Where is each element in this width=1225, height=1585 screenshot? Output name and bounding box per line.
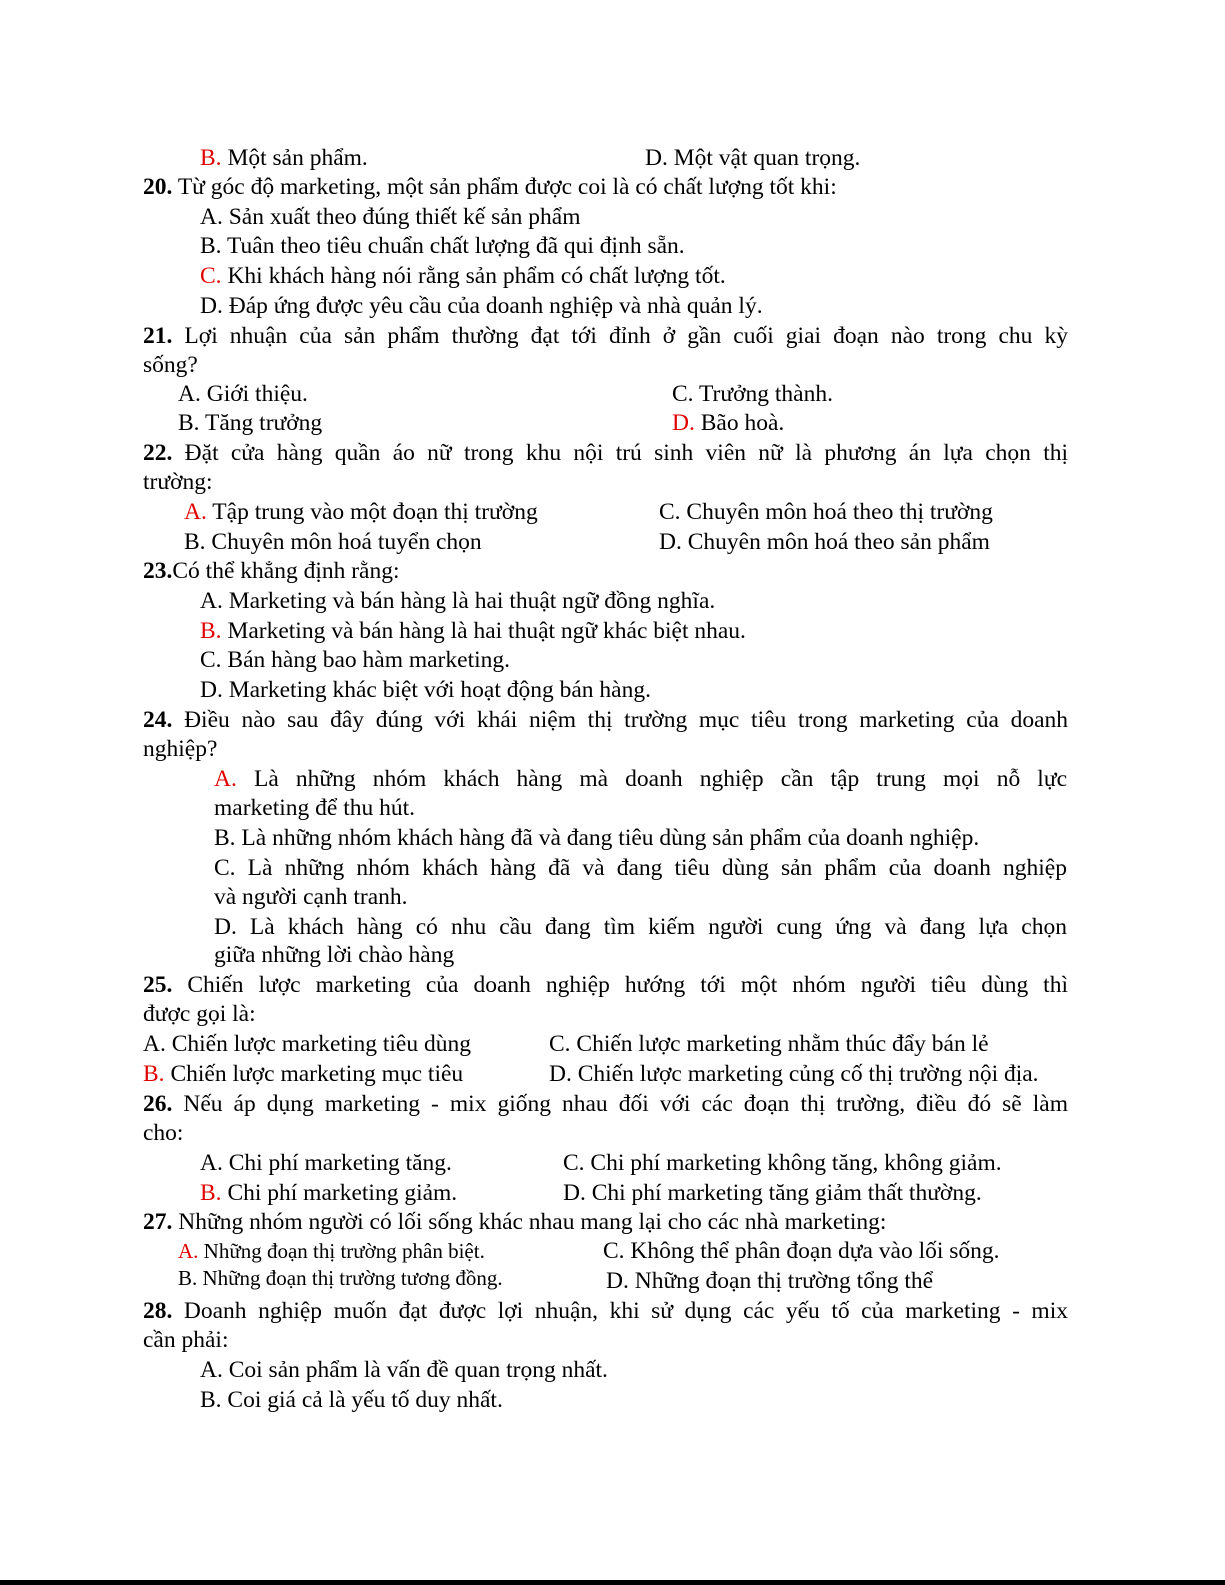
option-text: Marketing và bán hàng là hai thuật ngữ khác biệt nhau. bbox=[221, 618, 746, 644]
q24-option-d-line2: giữa những lời chào hàng bbox=[214, 942, 455, 968]
q23-option-c: C. Bán hàng bao hàm marketing. bbox=[200, 647, 510, 673]
q23-option-a: A. Marketing và bán hàng là hai thuật ngữ đồng nghĩa. bbox=[200, 588, 716, 614]
q28-option-a: A. Coi sản phẩm là vấn đề quan trọng nhất. bbox=[200, 1357, 608, 1383]
q24-option-a-line1 bbox=[214, 764, 1067, 794]
option-text: Chiến lược marketing mục tiêu bbox=[164, 1061, 464, 1087]
q22-stem-line1 bbox=[143, 438, 1068, 468]
option-text: Chi phí marketing giảm. bbox=[221, 1180, 458, 1206]
q22-option-d: D. Chuyên môn hoá theo sản phẩm bbox=[659, 529, 990, 555]
question-text: Đặt cửa hàng quần áo nữ trong khu nội trú sinh viên nữ là phương án lựa chọn thị bbox=[172, 440, 1068, 466]
answer-letter: B. bbox=[200, 145, 222, 171]
q26-option-d: D. Chi phí marketing tăng giảm thất thường. bbox=[563, 1180, 982, 1206]
q24-option-c-line1: C. Là những nhóm khách hàng đã và đang tiêu dùng sản phẩm của doanh nghiệp bbox=[214, 855, 1067, 881]
question-number: 25. bbox=[143, 972, 173, 998]
q21-option-b: B. Tăng trưởng bbox=[178, 410, 323, 436]
q20-option-c bbox=[200, 261, 726, 291]
q26-option-b bbox=[200, 1178, 457, 1208]
q25-stem-line2: được gọi là: bbox=[143, 1001, 256, 1027]
option-text: Những đoạn thị trường phân biệt. bbox=[198, 1239, 485, 1263]
q19-option-d: D. Một vật quan trọng. bbox=[645, 145, 861, 171]
q24-stem-line1 bbox=[143, 705, 1068, 735]
option-text: Là những nhóm khách hàng mà doanh nghiệp cần tập trung mọi nỗ lực bbox=[236, 766, 1067, 792]
q21-stem-line1 bbox=[143, 321, 1068, 351]
q26-stem-line2: cho: bbox=[143, 1120, 184, 1146]
question-number: 27. bbox=[143, 1209, 173, 1235]
q20-stem bbox=[143, 172, 837, 202]
q27-option-d: D. Những đoạn thị trường tổng thể bbox=[606, 1268, 934, 1294]
q23-option-b bbox=[200, 616, 746, 646]
question-number: 26. bbox=[143, 1091, 173, 1117]
page-bottom-border bbox=[0, 1580, 1225, 1585]
question-number: 20. bbox=[143, 174, 173, 200]
q27-option-b: B. Những đoạn thị trường tương đồng. bbox=[178, 1266, 503, 1290]
q25-option-a: A. Chiến lược marketing tiêu dùng bbox=[143, 1031, 471, 1057]
q23-option-d: D. Marketing khác biệt với hoạt động bán hàng. bbox=[200, 677, 651, 703]
q22-option-b: B. Chuyên môn hoá tuyển chọn bbox=[184, 529, 482, 555]
option-text: Tập trung vào một đoạn thị trường bbox=[206, 499, 538, 525]
answer-letter: C. bbox=[200, 263, 222, 289]
answer-letter: A. bbox=[214, 766, 237, 792]
answer-letter: B. bbox=[200, 1180, 222, 1206]
option-text: Một sản phẩm. bbox=[221, 145, 368, 171]
q24-option-b: B. Là những nhóm khách hàng đã và đang tiêu dùng sản phẩm của doanh nghiệp. bbox=[214, 825, 980, 851]
q25-option-c: C. Chiến lược marketing nhằm thúc đẩy bán lẻ bbox=[549, 1031, 989, 1057]
question-text: Chiến lược marketing của doanh nghiệp hướng tới một nhóm người tiêu dùng thì bbox=[172, 972, 1068, 998]
q23-stem bbox=[143, 556, 400, 586]
question-text: Lợi nhuận của sản phẩm thường đạt tới đỉnh ở gần cuối giai đoạn nào trong chu kỳ bbox=[172, 323, 1068, 349]
q25-stem-line1 bbox=[143, 970, 1068, 1000]
q21-option-d bbox=[672, 408, 784, 438]
question-text: Những nhóm người có lối sống khác nhau mang lại cho các nhà marketing: bbox=[172, 1209, 887, 1235]
q20-option-a: A. Sản xuất theo đúng thiết kế sản phẩm bbox=[200, 204, 581, 230]
q21-option-c: C. Trưởng thành. bbox=[672, 381, 833, 407]
q28-stem-line2: cần phải: bbox=[143, 1327, 229, 1353]
answer-letter: A. bbox=[178, 1239, 199, 1263]
question-text: Nếu áp dụng marketing - mix giống nhau đối với các đoạn thị trường, điều đó sẽ làm bbox=[172, 1091, 1068, 1117]
q22-option-a bbox=[184, 497, 538, 527]
q26-option-a: A. Chi phí marketing tăng. bbox=[200, 1150, 452, 1176]
question-number: 23. bbox=[143, 558, 173, 584]
question-text: Điều nào sau đây đúng với khái niệm thị trường mục tiêu trong marketing của doanh bbox=[172, 707, 1068, 733]
question-text: Có thể khẳng định rằng: bbox=[172, 558, 400, 584]
q21-option-a: A. Giới thiệu. bbox=[178, 381, 308, 407]
q20-option-b: B. Tuân theo tiêu chuẩn chất lượng đã qui định sẵn. bbox=[200, 233, 685, 259]
answer-letter: B. bbox=[200, 618, 222, 644]
option-text: Bão hoà. bbox=[694, 410, 785, 436]
answer-letter: D. bbox=[672, 410, 695, 436]
question-number: 24. bbox=[143, 707, 173, 733]
q20-option-d: D. Đáp ứng được yêu cầu của doanh nghiệp và nhà quản lý. bbox=[200, 293, 763, 319]
question-number: 22. bbox=[143, 440, 173, 466]
q27-option-c: C. Không thể phân đoạn dựa vào lối sống. bbox=[603, 1238, 1000, 1264]
q19-option-b bbox=[200, 143, 368, 173]
question-number: 21. bbox=[143, 323, 173, 349]
q25-option-b bbox=[143, 1059, 463, 1089]
q24-option-c-line2: và người cạnh tranh. bbox=[214, 884, 408, 910]
q26-stem-line1 bbox=[143, 1089, 1068, 1119]
q28-stem-line1 bbox=[143, 1296, 1068, 1326]
q24-option-a-line2: marketing để thu hút. bbox=[214, 795, 416, 821]
question-text: Doanh nghiệp muốn đạt được lợi nhuận, khi sử dụng các yếu tố của marketing - mix bbox=[172, 1298, 1068, 1324]
q22-stem-line2: trường: bbox=[143, 469, 213, 495]
question-number: 28. bbox=[143, 1298, 173, 1324]
question-text: Từ góc độ marketing, một sản phẩm được coi là có chất lượng tốt khi: bbox=[172, 174, 837, 200]
q28-option-b: B. Coi giá cả là yếu tố duy nhất. bbox=[200, 1387, 503, 1413]
q26-option-c: C. Chi phí marketing không tăng, không giảm. bbox=[563, 1150, 1002, 1176]
answer-letter: A. bbox=[184, 499, 207, 525]
q24-stem-line2: nghiệp? bbox=[143, 736, 218, 762]
q27-stem bbox=[143, 1207, 886, 1237]
q24-option-d-line1: D. Là khách hàng có nhu cầu đang tìm kiếm người cung ứng và đang lựa chọn bbox=[214, 914, 1067, 940]
q25-option-d: D. Chiến lược marketing củng cố thị trường nội địa. bbox=[549, 1061, 1039, 1087]
option-text: Khi khách hàng nói rằng sản phẩm có chất lượng tốt. bbox=[221, 263, 726, 289]
q27-option-a bbox=[178, 1236, 485, 1266]
q22-option-c: C. Chuyên môn hoá theo thị trường bbox=[659, 499, 993, 525]
q21-stem-line2: sống? bbox=[143, 352, 198, 378]
answer-letter: B. bbox=[143, 1061, 165, 1087]
